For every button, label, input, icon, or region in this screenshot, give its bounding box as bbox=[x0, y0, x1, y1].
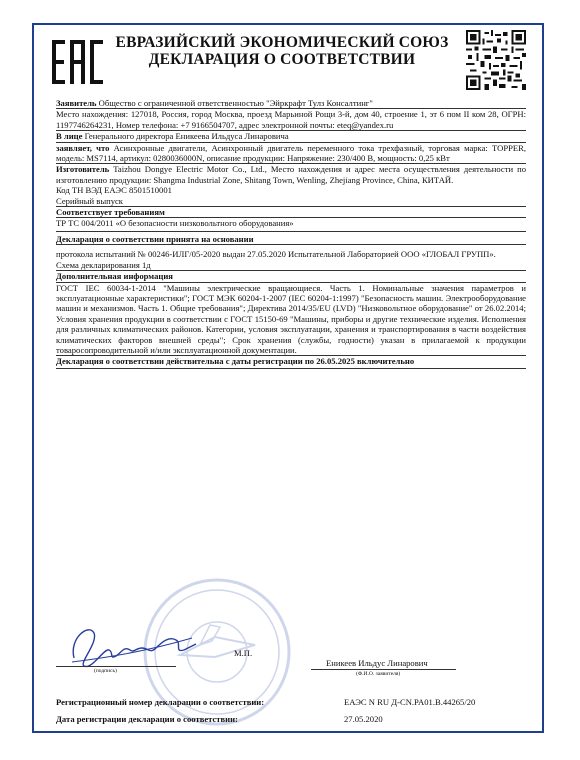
additional-label: Дополнительная информация bbox=[56, 271, 526, 282]
title-line-2: ДЕКЛАРАЦИЯ О СООТВЕТСТВИИ bbox=[148, 51, 416, 68]
scheme-value: Схема декларирования 1д bbox=[56, 260, 526, 271]
requirements-label: Соответствует требованиям bbox=[56, 207, 526, 218]
additional-value: ГОСТ IEC 60034-1-2014 "Машины электрические вращающиеся. Часть 1. Номинальные значения параметров и эксплуатационные характеристики"; ГОСТ МЭК 60204-1-2007 (IEC 60204-1:1997) "Безопасность машин. Электрооборудование машин и механизмов. Часть 1. Общие требования"; Директива 2014/35/EU (LVD) "Низковольтное оборудование" от 26.02.2014; Условия хранения продукции в соответствии с ГОСТ 15150-69 "Машины, приборы и другие технические изделия. Исполнения для различных климатических районов. Категории, условия эксплуатации, хранения и транспортирования в части воздействия климатических факторов внешней среды"; Срок хранения (службы, годности) указан в прилагаемой к продукции товаросопроводительной и/или эксплуатационной документации. bbox=[56, 282, 526, 355]
person-value: Генерального директора Еникеева Ильдуса Линаровича bbox=[84, 131, 289, 142]
signature-caption: (подпись) bbox=[94, 668, 117, 674]
applicant-value: Общество с ограниченной ответственностью "Эйркрафт Тулз Консалтинг" bbox=[98, 98, 373, 108]
declares-line bbox=[56, 143, 526, 165]
applicant-line bbox=[56, 98, 526, 109]
divider bbox=[56, 231, 526, 232]
signature-block bbox=[56, 628, 526, 688]
declaration-body bbox=[56, 98, 526, 371]
eac-logo bbox=[52, 36, 104, 88]
basis-value: протокола испытаний № 00246-ИЛГ/05-2020 выдан 27.05.2020 Испытательной Лабораторией ООО «ГЛОБАЛ ГРУПП». bbox=[56, 249, 496, 260]
registration-date-label: Дата регистрации декларации о соответствии: bbox=[56, 714, 238, 724]
validity-statement: Декларация о соответствии действительна с даты регистрации по 26.05.2025 включительно bbox=[56, 356, 415, 367]
manufacturer-label: Изготовитель bbox=[56, 164, 110, 175]
applicant-address: Место нахождения: 127018, Россия, город Москва, проезд Марьиной Рощи 3-й, дом 40, строение 1, эт 6 пом II ком 28, ОГРН: 1197746264231, Номер телефона: +7 9166504707, адрес электронной почты: eteq@yandex.ru bbox=[56, 109, 526, 130]
qr-code bbox=[466, 30, 526, 90]
seal-mark: М.П. bbox=[234, 648, 253, 658]
tn-ved-code: Код ТН ВЭД ЕАЭС 8501510001 bbox=[56, 185, 172, 196]
requirements-value: ТР ТС 004/2011 «О безопасности низковольтного оборудования» bbox=[56, 218, 294, 229]
manufacturer-line bbox=[56, 164, 526, 185]
declares-value: Асинхронные двигатели, Асинхронный двигатель переменного тока трехфазный, торговая марка: TOPPER, модель: MS7114, артикул: 0280036000N, описание продукции: Напряжение: 230/400 В, мощность: 0,25 кВт bbox=[56, 142, 527, 164]
serial-release: Серийный выпуск bbox=[56, 196, 526, 207]
registration-date-value: 27.05.2020 bbox=[344, 714, 383, 724]
divider bbox=[56, 368, 526, 369]
basis-label: Декларация о соответствии принята на основании bbox=[56, 234, 526, 245]
applicant-label: Заявитель bbox=[56, 98, 97, 108]
document-title bbox=[112, 34, 452, 68]
handwritten-signature bbox=[64, 618, 199, 673]
applicant-name: Еникеев Ильдус Линарович bbox=[326, 658, 428, 668]
applicant-person-line bbox=[56, 131, 526, 142]
manufacturer-value: Taizhou Dongye Electric Motor Co., Ltd., Место нахождения и адрес места осуществления деятельности по изготовлению продукции: Shangma Industrial Zone, Shitang Town, Wenling, Zhejiang Province, China, КИТАЙ. bbox=[56, 164, 526, 185]
declares-label: заявляет, что bbox=[56, 142, 110, 153]
title-line-1: ЕВРАЗИЙСКИЙ ЭКОНОМИЧЕСКИЙ СОЮЗ bbox=[115, 34, 449, 51]
signature-line bbox=[56, 666, 176, 667]
registration-number-label: Регистрационный номер декларации о соответствии: bbox=[56, 697, 265, 707]
registration-number-value: ЕАЭС N RU Д-CN.PA01.B.44265/20 bbox=[344, 697, 476, 707]
name-line bbox=[311, 669, 456, 670]
person-label: В лице bbox=[56, 131, 83, 142]
name-caption: (Ф.И.О. заявителя) bbox=[356, 671, 401, 677]
